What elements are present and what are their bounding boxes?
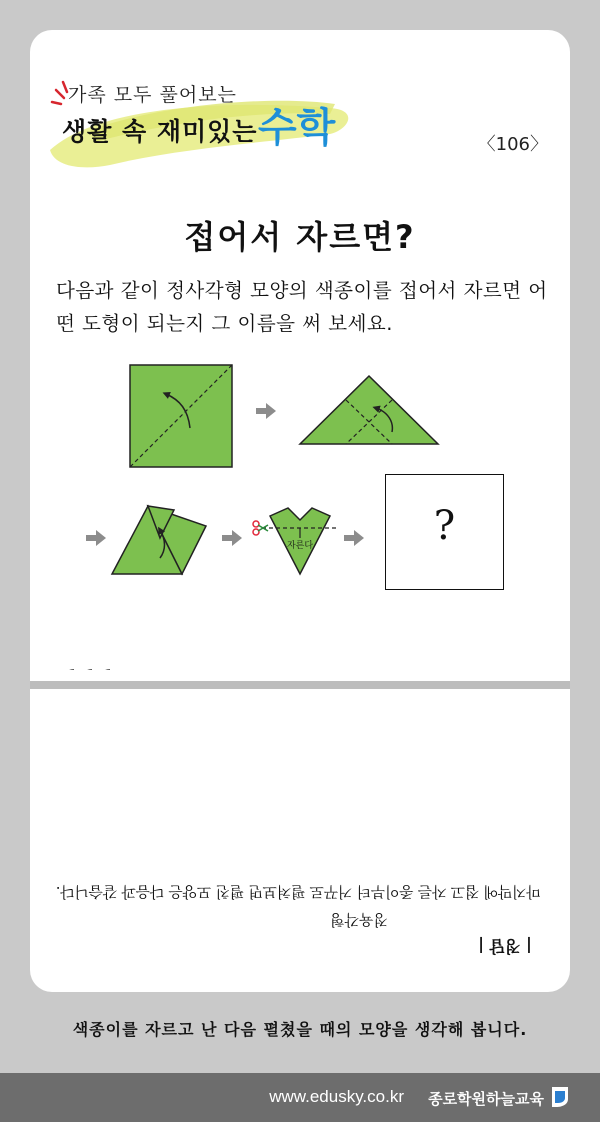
unknown-mark: ? <box>433 503 456 549</box>
banner-line1: 가족 모두 풀어보는 <box>68 84 237 106</box>
step1-square <box>130 365 232 467</box>
unknown-result-box <box>385 474 504 590</box>
brand-name: 종로학원하늘교육 <box>428 1090 544 1108</box>
page-title: 접어서 자르면? <box>184 218 416 256</box>
hint-text: 색종이를 자르고 난 다음 펼쳤을 때의 모양을 생각해 봅니다. <box>72 1020 528 1039</box>
answer-label: | 정답 | <box>478 937 532 956</box>
banner-math: 수학 <box>258 105 336 151</box>
content-card <box>30 30 570 992</box>
arrow-right-icon <box>344 530 364 546</box>
arrow-right-icon <box>222 530 242 546</box>
step2-triangle <box>300 376 438 444</box>
answer-shape: 정육각형 <box>330 911 388 929</box>
question-text: 다음과 같이 정사각형 모양의 색종이를 접어서 자르면 어떤 도형이 되는지 그 이름을 써 보세요. <box>56 279 548 335</box>
footer-bar <box>0 1073 600 1122</box>
site-url[interactable]: www.edusky.co.kr <box>269 1087 404 1106</box>
arrow-right-icon <box>256 403 276 419</box>
cut-label: 자른다 <box>286 541 314 551</box>
brand-logo-icon <box>550 1085 570 1109</box>
step3-fold <box>112 506 206 574</box>
episode-number: 〈106〉 <box>477 134 548 155</box>
arrow-right-icon <box>86 530 106 546</box>
answer-explanation: 마지막에 접고 자른 종이부터 거꾸로 펼쳐보면 펼친 모양은 다음과 같습니다. <box>56 883 541 901</box>
banner-line2: 생활 속 재미있는 <box>62 117 258 146</box>
answer-divider <box>30 681 570 689</box>
